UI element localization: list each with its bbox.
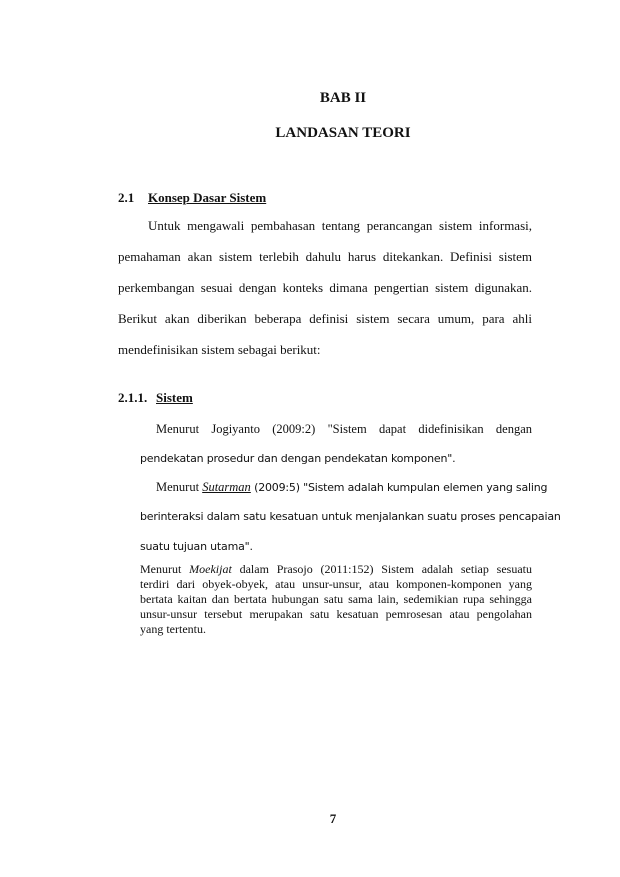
intro-paragraph bbox=[118, 210, 532, 365]
definition-line bbox=[140, 472, 548, 502]
definition-moekijat bbox=[140, 562, 532, 637]
paragraph-line: Berikut akan diberikan beberapa definisi sistem secara umum, para ahli bbox=[118, 311, 532, 326]
definition-jogiyanto bbox=[140, 414, 532, 474]
definition-line bbox=[140, 562, 532, 577]
section-heading-2-1 bbox=[118, 190, 266, 206]
definition-line: Menurut Jogiyanto (2009:2) "Sistem dapat didefinisikan dengan bbox=[156, 422, 532, 436]
paragraph-line: perkembangan sesuai dengan konteks dimana pengertian sistem digunakan. bbox=[118, 280, 532, 295]
section-heading-2-1-1 bbox=[118, 390, 193, 406]
definition-line: berinteraksi dalam satu kesatuan untuk menjalankan suatu proses pencapaian bbox=[140, 510, 561, 523]
definition-line: pendekatan prosedur dan dengan pendekatan komponen". bbox=[140, 452, 456, 465]
definition-line: yang tertentu. bbox=[140, 622, 206, 636]
author-name: Sutarman bbox=[202, 480, 251, 494]
definition-text: dalam Prasojo (2011:152) Sistem adalah setiap sesuatu bbox=[231, 562, 532, 576]
definition-prefix: Menurut bbox=[140, 562, 190, 576]
section-number: 2.1.1. bbox=[118, 390, 148, 405]
definition-line: unsur-unsur tersebut merupakan satu kesatuan pemrosesan atau pengolahan bbox=[140, 607, 532, 621]
chapter-title: LANDASAN TEORI bbox=[275, 125, 411, 141]
page-number: 7 bbox=[329, 811, 337, 826]
section-title: Sistem bbox=[156, 390, 193, 405]
definition-line: suatu tujuan utama". bbox=[140, 540, 253, 553]
paragraph-line: Untuk mengawali pembahasan tentang perancangan sistem informasi, bbox=[148, 218, 532, 233]
definition-line: terdiri dari obyek-obyek, atau unsur-unsur, atau komponen-komponen yang bbox=[140, 577, 532, 591]
definition-prefix: Menurut bbox=[156, 480, 203, 494]
definition-line: bertata kaitan dan bertata hubungan satu sama lain, sedemikian rupa sehingga bbox=[140, 592, 532, 606]
section-number: 2.1 bbox=[118, 190, 135, 205]
paragraph-line: pemahaman akan sistem terlebih dahulu harus ditekankan. Definisi sistem bbox=[118, 249, 532, 264]
definition-sutarman bbox=[140, 472, 561, 562]
author-name: Moekijat bbox=[189, 562, 232, 576]
paragraph-line: mendefinisikan sistem sebagai berikut: bbox=[118, 342, 321, 357]
definition-text: (2009:5) "Sistem adalah kumpulan elemen yang saling bbox=[250, 481, 548, 494]
chapter-number: BAB II bbox=[319, 90, 367, 106]
section-title: Konsep Dasar Sistem bbox=[148, 190, 267, 205]
